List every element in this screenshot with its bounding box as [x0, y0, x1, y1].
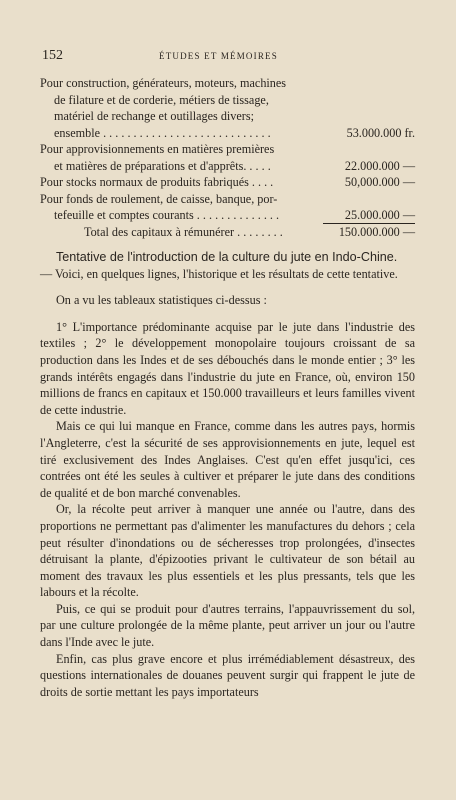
row-amount: 50,000.000 — [344, 175, 415, 189]
row-label: de filature et de corderie, métiers de tissage, [54, 92, 269, 107]
row-amount: 53.000.000 fr. [346, 125, 415, 140]
table-row [40, 109, 415, 126]
row-label: matériel de rechange et outillages divers; [54, 109, 254, 123]
running-title: ÉTUDES ET MÉMOIRES [159, 51, 278, 61]
row-label: Pour construction, générateurs, moteurs, machines [40, 76, 287, 90]
paragraph: Mais ce qui lui manque en France, comme dans les autres pays, hormis l'Angleterre, c'est la sécurité de ses approvisionnements en jute, lequel est tiré exclusivement des Indes Anglaises. C'est qu'en effet jusqu'ici, ces contrées ont été les seules à cultiver et préparer le jute dans des conditions de qualité et de bon marché convenables. [40, 419, 415, 500]
row-label: et matières de préparations et d'apprêts. . . . . [54, 158, 271, 173]
row-label: Pour stocks normaux de produits fabriqués . . . . [40, 175, 274, 189]
row-label: Pour approvisionnements en matières premières [40, 142, 275, 156]
paragraph: 1° L'importance prédominante acquise par le jute dans l'industrie des textiles ; 2° le développement monopolaire toujours croissant de sa production dans les Indes et de ses débouchés dans le monde entier ; 3° les grands intérêts engagés dans l'industrie du jute en France, où, environ 150 millions de francs en capitaux et 150.000 travailleurs et leurs familles vivent de cette industrie. [40, 319, 415, 417]
paragraph: Puis, ce qui se produit pour d'autres terrains, l'appauvrissement du sol, par une culture prolongée de la même plante, peut arriver un jour ou l'autre dans l'Inde avec le jute. [40, 601, 415, 650]
table-row [40, 208, 415, 225]
running-head [42, 48, 417, 64]
row-amount: 22.000.000 — [344, 158, 415, 173]
section-heading: Tentative de l'introduction de la culture du jute en Indo-Chine. [56, 250, 398, 264]
article-body [40, 249, 415, 700]
total-amount: 150.000.000 — [338, 224, 415, 239]
intro-paragraph: On a vu les tableaux statistiques ci-dessus : [56, 293, 267, 308]
table-row [40, 126, 415, 143]
table-total-row [40, 225, 415, 242]
row-label: Pour fonds de roulement, de caisse, banque, por- [40, 191, 278, 206]
paragraph: Enfin, cas plus grave encore et plus irrémédiablement désastreux, des questions internationales de douanes peuvent surgir qui frappent le jute de droits de sortie mettant les pays importateurs [40, 651, 415, 699]
heading-continuation: — Voici, en quelques lignes, l'historique et les résultats de cette tentative. [40, 266, 398, 281]
total-label: Total des capitaux à rémunérer . . . . . . . . [84, 224, 283, 239]
table-row [40, 192, 415, 209]
row-label: ensemble . . . . . . . . . . . . . . . . . . . . . . . . . . . . [54, 125, 271, 140]
row-amount: 25.000.000 — [323, 208, 415, 224]
table-row [40, 93, 415, 110]
table-row [40, 175, 415, 192]
row-label: tefeuille et comptes courants . . . . . . . . . . . . . . [54, 208, 280, 222]
capital-table [40, 76, 415, 241]
table-row [40, 142, 415, 159]
table-row [40, 76, 415, 93]
table-row [40, 159, 415, 176]
page-number: 152 [42, 48, 63, 63]
paragraph: Or, la récolte peut arriver à manquer une année ou l'autre, dans des proportions ne permettant pas d'alimenter les manufactures du dehors ; cela peut résulter d'inondations ou de sécheresses trop prolongées, d'insectes détruisant la plante, d'épizooties privant le cultivateur de son bétail au moment des travaux les plus essentiels et les plus pressants, tels que les labours et la récolte. [40, 502, 415, 600]
